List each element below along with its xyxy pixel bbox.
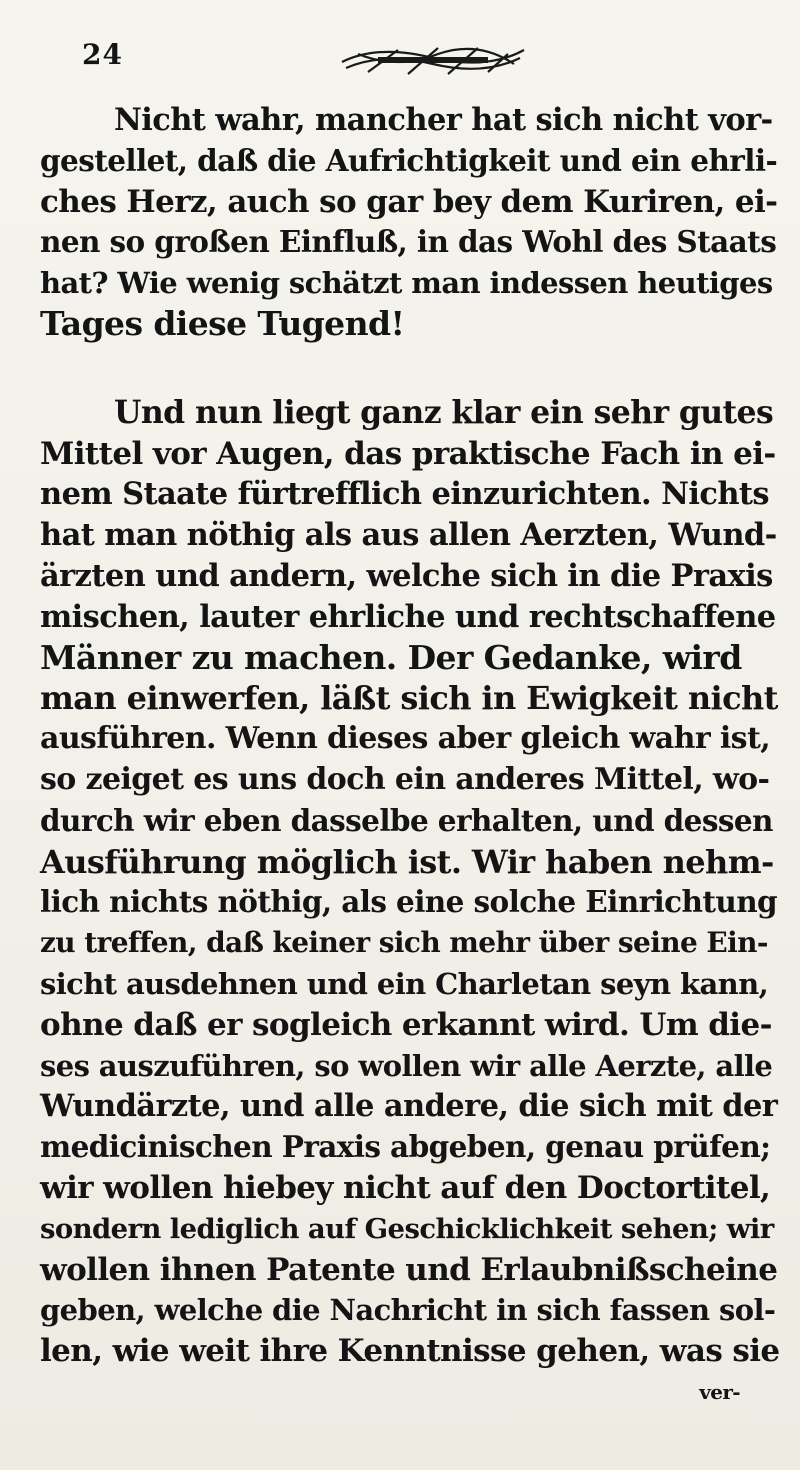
text-line: Männer zu machen. Der Gedanke, wird bbox=[40, 637, 742, 677]
page-number: 24 bbox=[82, 38, 123, 71]
text-line: medicinischen Praxis abgeben, genau prüfen; bbox=[40, 1129, 771, 1165]
text-line: wollen ihnen Patente und Erlaubnißscheine bbox=[40, 1251, 778, 1288]
text-line: ausführen. Wenn dieses aber gleich wahr ist, bbox=[40, 721, 771, 757]
text-body bbox=[40, 100, 780, 1413]
text-line: Und nun liegt ganz klar ein sehr gutes bbox=[114, 393, 774, 431]
text-line: sondern lediglich auf Geschicklichkeit sehen; wir bbox=[40, 1212, 774, 1245]
text-line: Mittel vor Augen, das praktische Fach in ei- bbox=[40, 435, 776, 472]
text-line: zu treffen, daß keiner sich mehr über seine Ein- bbox=[40, 926, 768, 960]
text-line: wir wollen hiebey nicht auf den Doctortitel, bbox=[40, 1169, 771, 1206]
text-line: so zeiget es uns doch ein anderes Mittel, wo- bbox=[40, 761, 770, 797]
text-line: hat? Wie wenig schätzt man indessen heutiges bbox=[40, 266, 773, 301]
text-line: ohne daß er sogleich erkannt wird. Um die- bbox=[40, 1006, 772, 1043]
text-line: Nicht wahr, mancher hat sich nicht vor- bbox=[114, 102, 773, 138]
header-ornament-icon bbox=[338, 40, 528, 80]
text-line: ärzten und andern, welche sich in die Praxis bbox=[40, 557, 773, 594]
text-line: man einwerfen, läßt sich in Ewigkeit nicht bbox=[40, 679, 778, 718]
text-line: len, wie weit ihre Kenntnisse gehen, was sie bbox=[40, 1333, 780, 1370]
text-line: Ausführung möglich ist. Wir haben nehm- bbox=[40, 842, 774, 881]
text-line: nem Staate fürtrefflich einzurichten. Nichts bbox=[40, 476, 769, 513]
text-line: hat man nöthig als aus allen Aerzten, Wund- bbox=[40, 517, 777, 554]
text-line: geben, welche die Nachricht in sich fassen sol- bbox=[40, 1293, 776, 1328]
paragraph-2 bbox=[40, 393, 780, 1372]
text-line: Wundärzte, und alle andere, die sich mit der bbox=[40, 1088, 778, 1125]
text-line: Tages diese Tugend! bbox=[40, 303, 405, 343]
text-line: gestellet, daß die Aufrichtigkeit und ein ehrli- bbox=[40, 142, 778, 178]
paragraph-1 bbox=[40, 100, 780, 345]
text-line: ches Herz, auch so gar bey dem Kuriren, ei- bbox=[40, 183, 778, 220]
text-line: lich nichts nöthig, als eine solche Einrichtung bbox=[40, 884, 778, 920]
catchword: ver- bbox=[699, 1379, 740, 1404]
text-line: mischen, lauter ehrliche und rechtschaffene bbox=[40, 598, 776, 635]
text-line: ses auszuführen, so wollen wir alle Aerzte, alle bbox=[40, 1048, 773, 1083]
text-line: durch wir eben dasselbe erhalten, und dessen bbox=[40, 802, 773, 838]
text-line: nen so großen Einfluß, in das Wohl des Staats bbox=[40, 224, 777, 260]
text-line: sicht ausdehnen und ein Charletan seyn kann, bbox=[40, 966, 769, 1001]
